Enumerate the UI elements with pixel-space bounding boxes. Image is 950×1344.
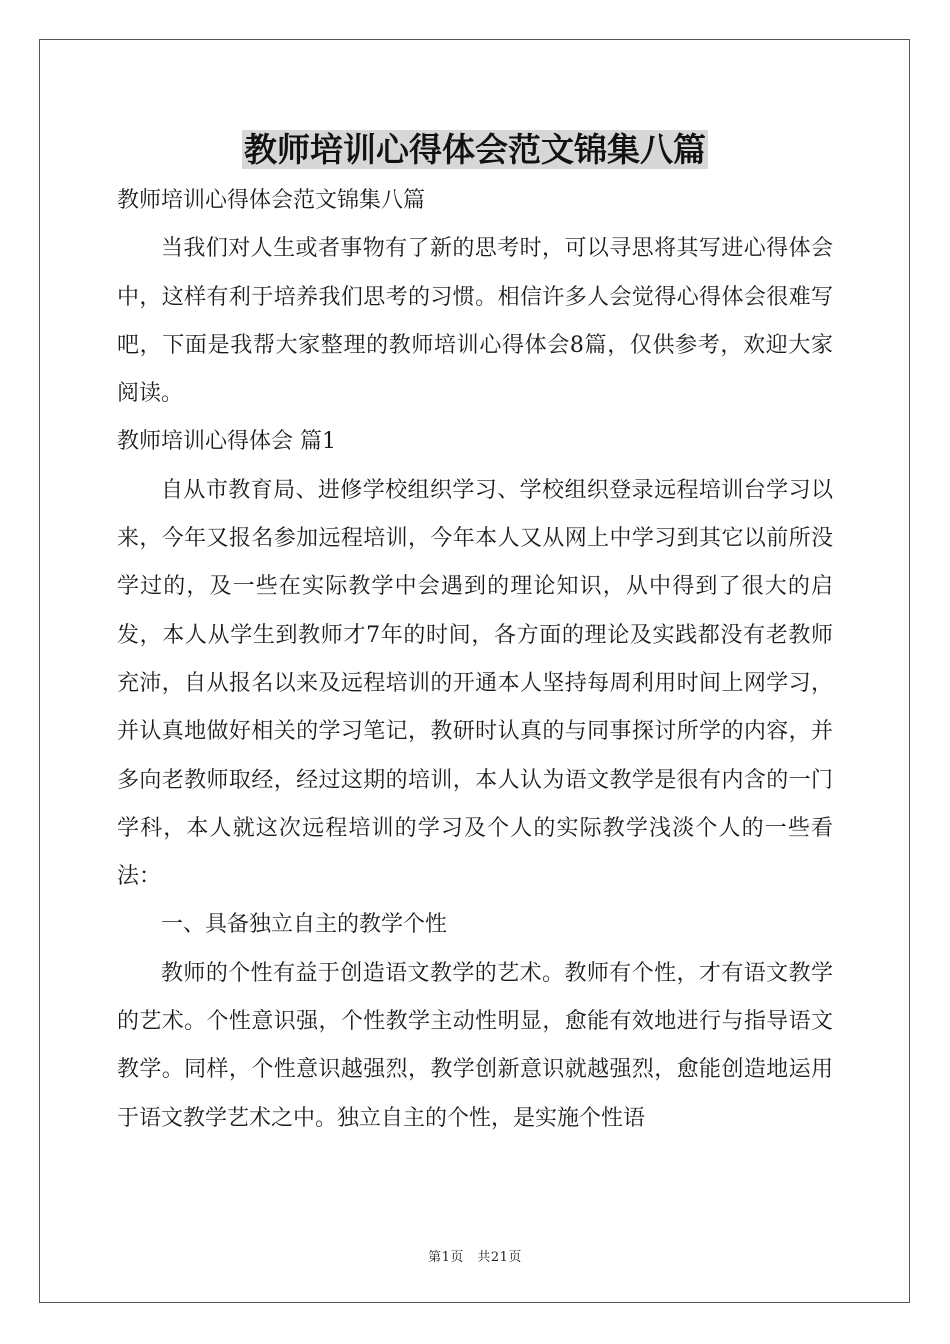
document-body	[117, 177, 833, 1143]
subtitle: 教师培训心得体会范文锦集八篇	[117, 188, 426, 213]
title-text: 教师培训心得体会范文锦集八篇	[244, 130, 706, 169]
section-heading: 教师培训心得体会 篇1	[117, 429, 336, 455]
paragraph-intro: 当我们对人生或者事物有了新的思考时，可以寻思将其写进心得体会中，这样有利于培养我们思考的习惯。相信许多人会觉得心得体会很难写吧，下面是我帮大家整理的教师培训心得体会8篇，仅供参考，欢迎大家阅读。	[117, 236, 833, 407]
page-footer: 第1页 共21页	[428, 1250, 522, 1265]
subsection-heading: 一、具备独立自主的教学个性	[161, 912, 448, 938]
paragraph-body: 教师的个性有益于创造语文教学的艺术。教师有个性，才有语文教学的艺术。个性意识强，个性教学主动性明显，愈能有效地进行与指导语文教学。同样，个性意识越强烈，教学创新意识就越强烈，愈能创造地运用于语文教学艺术之中。独立自主的个性，是实施个性语	[117, 960, 833, 1131]
document-title	[0, 122, 950, 178]
paragraph-body: 自从市教育局、进修学校组织学习、学校组织登录远程培训台学习以来，今年又报名参加远程培训，今年本人又从网上中学习到其它以前所没学过的，及一些在实际教学中会遇到的理论知识，从中得到了很大的启发，本人从学生到教师才7年的时间，各方面的理论及实践都没有老教师充沛，自从报名以来及远程培训的开通本人坚持每周利用时间上网学习，并认真地做好相关的学习笔记，教研时认真的与同事探讨所学的内容，并多向老教师取经，经过这期的培训，本人认为语文教学是很有内含的一门学科，本人就这次远程培训的学习及个人的实际教学浅淡个人的一些看法：	[117, 477, 833, 890]
